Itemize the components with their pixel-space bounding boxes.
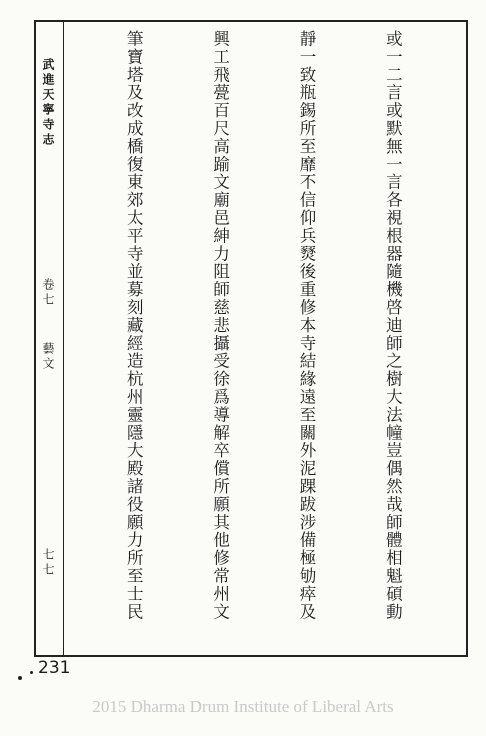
text-column: 筆寶塔及改成橋復東郊太平寺並募刻藏經造杭州靈隱大殿諸役願力所至士民 — [124, 30, 144, 621]
watermark-footer: 2015 Dharma Drum Institute of Liberal Arts — [92, 697, 394, 716]
text-column: 興工飛甍百尺高踰文廟邑紳力阻師慈悲攝受徐爲導解卒償所願其他修常州文 — [210, 30, 230, 621]
ink-speck — [18, 676, 22, 680]
main-text-columns — [66, 30, 464, 650]
text-column: 靜一致瓶錫所至靡不信仰兵燹後重修本寺結緣遠至關外泥踝跋涉備極劬瘁及 — [297, 30, 317, 621]
margin-header — [34, 20, 64, 657]
text-column: 或一二言或默無一言各視根器隨機啓迪師之樹大法幢豈偶然哉師體相魁碩動 — [383, 30, 403, 621]
chinese-page-number: 七七 — [41, 548, 55, 578]
book-title: 武進天寧寺志 — [41, 58, 55, 148]
section-label: 藝文 — [41, 342, 55, 372]
printed-page-number: 231 — [38, 658, 71, 678]
volume-label: 卷七 — [41, 278, 55, 308]
ink-speck — [30, 671, 33, 674]
